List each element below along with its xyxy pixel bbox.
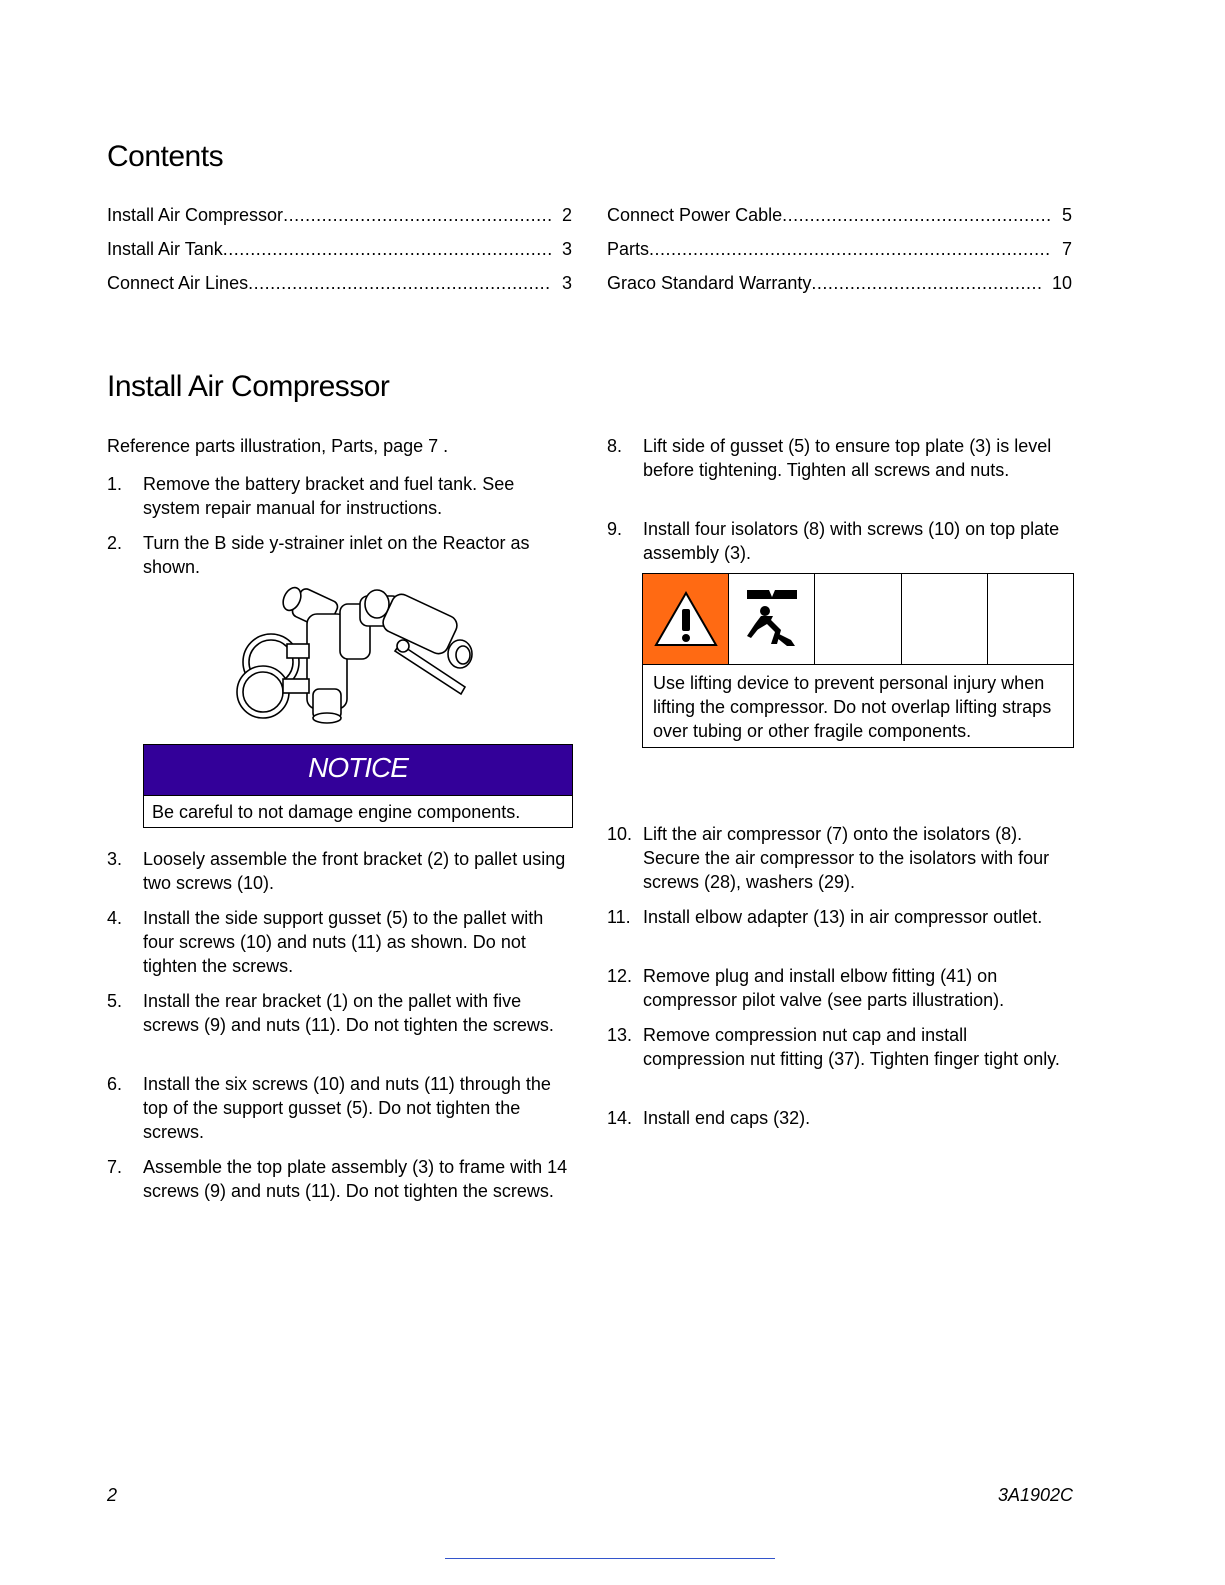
- toc-entry-page: 3: [561, 273, 572, 293]
- step-number: 3.: [107, 849, 123, 869]
- toc-leader: [283, 205, 552, 226]
- notice-body: Be careful to not damage engine components.: [152, 802, 521, 822]
- toc-entry-page: 5: [1061, 205, 1072, 225]
- toc-leader: [811, 273, 1042, 294]
- step-text: Install end caps (32).: [643, 1108, 811, 1128]
- toc-entry[interactable]: [607, 239, 1072, 260]
- step-text: Lift the air compressor (7) onto the isolators (8). Secure the air compressor to the isolators with four screws (28), washers (29).: [643, 824, 1050, 892]
- warning-body: Use lifting device to prevent personal injury when lifting the compressor. Do not overlap lifting straps over tubing or other fragile components.: [653, 673, 1052, 741]
- toc-entry-title: Parts: [607, 239, 650, 259]
- list-item: [107, 989, 573, 1037]
- toc-entry[interactable]: [607, 205, 1072, 226]
- toc-entry-page: 7: [1061, 239, 1072, 259]
- list-item: [107, 906, 573, 978]
- step-number: 2.: [107, 533, 123, 553]
- step-text: Remove compression nut cap and install compression nut fitting (37). Tighten finger tight only.: [643, 1025, 1060, 1069]
- step-text: Loosely assemble the front bracket (2) to pallet using two screws (10).: [143, 849, 566, 893]
- list-item: [607, 822, 1073, 894]
- bottom-divider: [445, 1558, 775, 1559]
- toc-leader: [782, 205, 1052, 226]
- toc-entry-title: Connect Air Lines: [107, 273, 249, 293]
- step-text: Remove plug and install elbow fitting (41) on compressor pilot valve (see parts illustration).: [643, 966, 1005, 1010]
- step-number: 13.: [607, 1025, 633, 1045]
- list-item: [607, 1023, 1073, 1071]
- list-item: [607, 964, 1073, 1012]
- section-title: Install Air Compressor: [107, 370, 390, 403]
- list-item: [107, 531, 573, 579]
- list-item: [607, 434, 1073, 482]
- toc-entry[interactable]: [107, 205, 572, 226]
- toc-entry[interactable]: [607, 273, 1072, 294]
- contents-title: Contents: [107, 140, 224, 173]
- toc-entry[interactable]: [107, 273, 572, 294]
- warning-triangle-cell: [643, 574, 729, 664]
- toc-entry-title: Install Air Tank: [107, 239, 223, 259]
- step-number: 1.: [107, 474, 123, 494]
- step-text: Install the rear bracket (1) on the pallet with five screws (9) and nuts (11). Do not tighten the screws.: [143, 991, 554, 1035]
- reference-text: Reference parts illustration, Parts, page 7 .: [107, 436, 449, 456]
- step-number: 5.: [107, 991, 123, 1011]
- list-item: [107, 472, 573, 520]
- footer-page-number: 2: [107, 1485, 118, 1505]
- list-item: [607, 517, 1073, 565]
- toc-entry-title: Graco Standard Warranty: [607, 273, 812, 293]
- step-text: Install elbow adapter (13) in air compressor outlet.: [643, 907, 1043, 927]
- footer-doc-number: 3A1902C: [997, 1485, 1073, 1505]
- falling-load-icon: [741, 586, 803, 652]
- step-number: 10.: [607, 824, 633, 844]
- step-text: Remove the battery bracket and fuel tank. See system repair manual for instructions.: [143, 474, 515, 518]
- list-item: [607, 1106, 1073, 1130]
- step-number: 12.: [607, 966, 633, 986]
- step-number: 7.: [107, 1157, 123, 1177]
- step-number: 8.: [607, 436, 623, 456]
- toc-entry-page: 3: [561, 239, 572, 259]
- toc-entry-title: Connect Power Cable: [607, 205, 783, 225]
- toc-leader: [248, 273, 552, 294]
- warning-icons-row: [643, 574, 1073, 665]
- empty-icon-cell: [988, 574, 1073, 664]
- list-item: [107, 847, 573, 895]
- step-number: 4.: [107, 908, 123, 928]
- step-text: Turn the B side y-strainer inlet on the Reactor as shown.: [143, 533, 530, 577]
- empty-icon-cell: [902, 574, 988, 664]
- toc-entry[interactable]: [107, 239, 572, 260]
- step-text: Install the side support gusset (5) to the pallet with four screws (10) and nuts (11) as shown. Do not tighten the screws.: [143, 908, 544, 976]
- toc-leader: [649, 239, 1052, 260]
- step-text: Install the six screws (10) and nuts (11) through the top of the support gusset (5). Do not tighten the screws.: [143, 1074, 551, 1142]
- toc-entry-page: 10: [1051, 273, 1072, 293]
- empty-icon-cell: [815, 574, 901, 664]
- step-text: Install four isolators (8) with screws (10) on top plate assembly (3).: [643, 519, 1060, 563]
- notice-box: [143, 744, 573, 828]
- step-number: 6.: [107, 1074, 123, 1094]
- y-strainer-illustration: [235, 584, 475, 729]
- step-number: 11.: [607, 907, 631, 927]
- toc-leader: [223, 239, 552, 260]
- list-item: [107, 1072, 573, 1144]
- warning-triangle-icon: [653, 589, 719, 649]
- warning-box: [642, 573, 1074, 748]
- toc-entry-title: Install Air Compressor: [107, 205, 284, 225]
- toc-entry-page: 2: [561, 205, 572, 225]
- step-text: Assemble the top plate assembly (3) to frame with 14 screws (9) and nuts (11). Do not tighten the screws.: [143, 1157, 568, 1201]
- falling-load-cell: [729, 574, 815, 664]
- notice-header: NOTICE: [144, 745, 572, 796]
- list-item: [107, 1155, 573, 1203]
- step-number: 9.: [607, 519, 623, 539]
- step-text: Lift side of gusset (5) to ensure top plate (3) is level before tightening. Tighten all screws and nuts.: [643, 436, 1052, 480]
- step-number: 14.: [607, 1108, 633, 1128]
- list-item: [607, 905, 1073, 929]
